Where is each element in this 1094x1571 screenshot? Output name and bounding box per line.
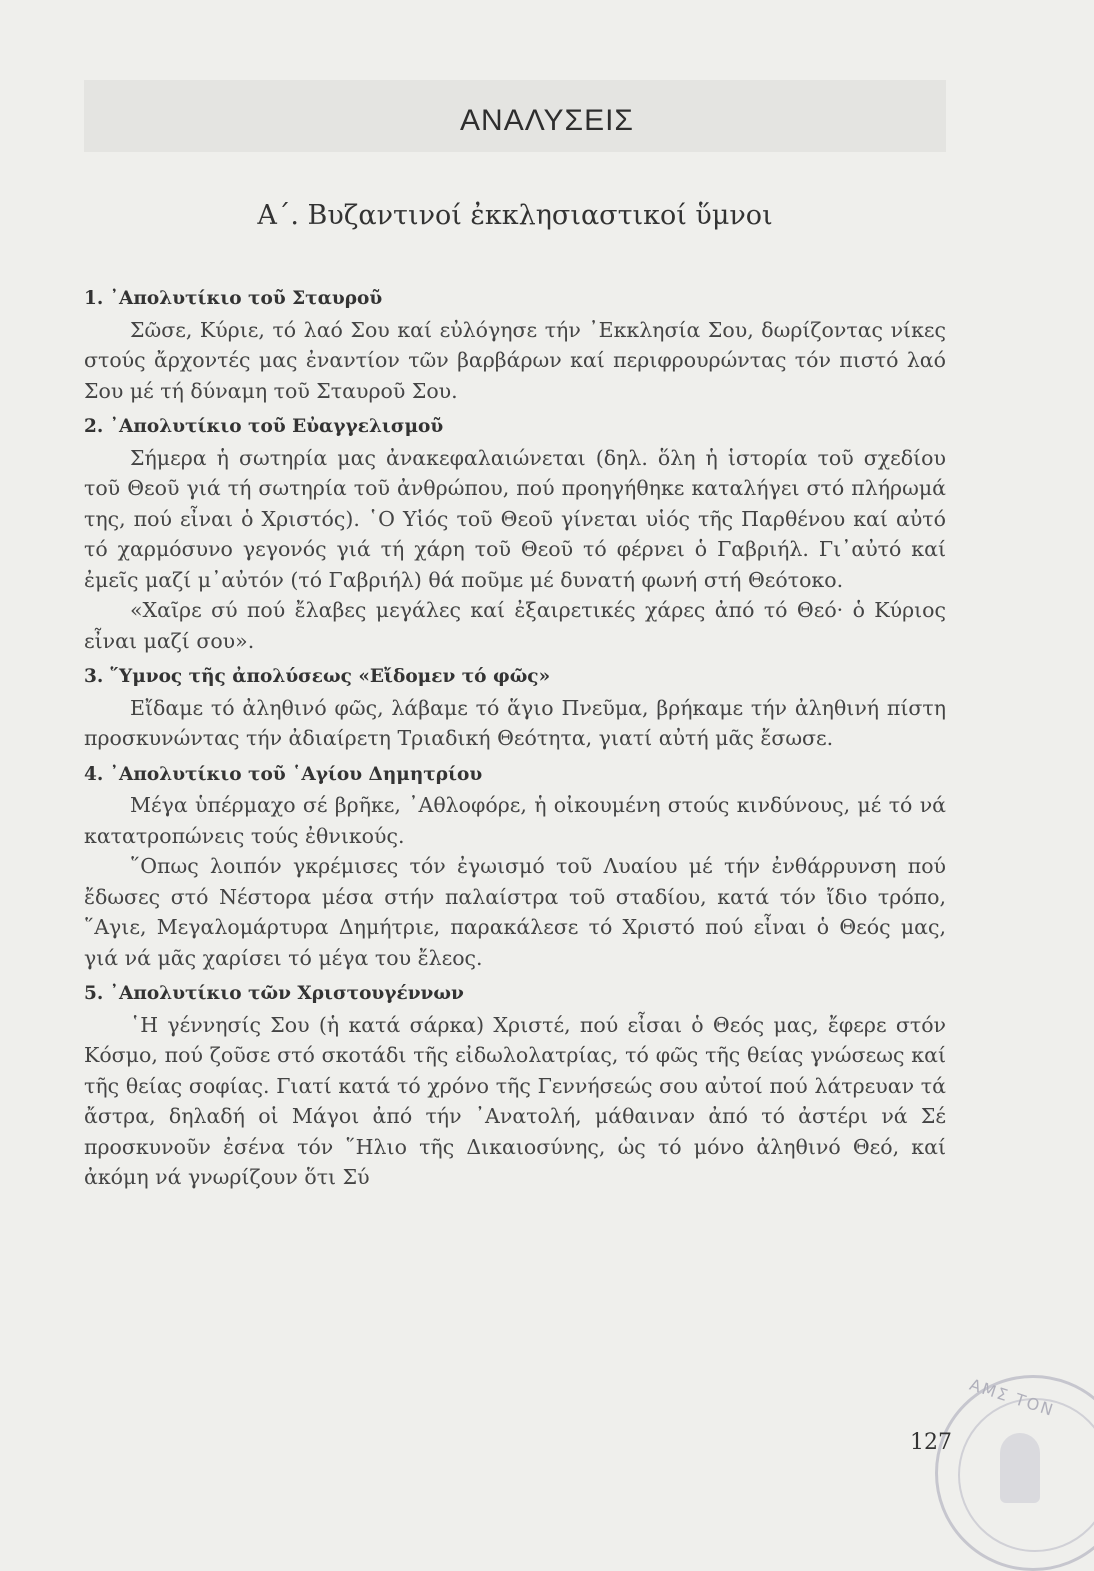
chapter-title: Α΄. Βυζαντινοί ἐκκλησιαστικοί ὕμνοι	[257, 200, 773, 231]
section-title: ΑΝΑΛΥΣΕΙΣ	[460, 104, 634, 137]
hymn-heading: 3. ῞Υμνος τῆς ἀπολύσεως «Εἴδομεν τό φῶς»	[84, 666, 551, 687]
hymn-heading: 2. ᾿Απολυτίκιο τοῦ Εὐαγγελισμοῦ	[84, 416, 444, 437]
hymn-item-3	[84, 662, 946, 754]
hymn-paragraph: Μέγα ὑπέρμαχο σέ βρῆκε, ᾿Αθλοφόρε, ἡ οἰκουμένη στούς κινδύνους, μέ τό νά κατατροπώνεις τούς ἐθνικούς.	[84, 793, 946, 848]
page-number: 127	[910, 1430, 952, 1455]
hymn-heading: 1. ᾿Απολυτίκιο τοῦ Σταυροῦ	[84, 288, 383, 309]
hymn-paragraph: Εἴδαμε τό ἀληθινό φῶς, λάβαμε τό ἅγιο Πνεῦμα, βρήκαμε τήν ἀληθινή πίστη προσκυνώντας τήν ἀδιαίρετη Τριαδική Θεότητα, γιατί αὐτή μᾶς ἔσωσε.	[84, 695, 946, 750]
hymn-heading: 5. ᾿Απολυτίκιο τῶν Χριστουγέννων	[84, 983, 464, 1004]
hymn-paragraph: ῞Οπως λοιπόν γκρέμισες τόν ἐγωισμό τοῦ Λυαίου μέ τήν ἐνθάρρυνση πού ἔδωσες στό Νέστορα μέσα στήν παλαίστρα τοῦ σταδίου, κατά τόν ἴδιο τρόπο, ῞Αγιε, Μεγαλομάρτυρα Δημήτριε, παρακάλεσε τό Χριστό πού εἶναι ὁ Θεός μας, γιά νά μᾶς χαρίσει τό μέγα του ἔλεος.	[84, 854, 946, 970]
hymn-paragraph: ῾Η γέννησίς Σου (ἡ κατά σάρκα) Χριστέ, πού εἶσαι ὁ Θεός μας, ἔφερε στόν Κόσμο, πού ζοῦσε στό σκοτάδι τῆς εἰδωλολατρίας, τό φῶς τῆς θείας γνώσεως καί τῆς θείας σοφίας. Γιατί κατά τό χρόνο τῆς Γεννήσεώς σου αὐτοί πού λάτρευαν τά ἄστρα, δηλαδή οἱ Μάγοι ἀπό τήν ᾿Ανατολή, μάθαιναν ἀπό τό ἀστέρι νά Σέ προσκυνοῦν ἐσένα τόν ῞Ηλιο τῆς Δικαιοσύνης, ὡς τό μόνο ἀληθινό Θεό, καί ἀκόμη νά γνωρίζουν ὅτι Σύ	[84, 1012, 946, 1189]
hymn-item-2	[84, 412, 946, 656]
stamp-figure-icon	[1000, 1433, 1040, 1503]
hymn-heading: 4. ᾿Απολυτίκιο τοῦ ῾Αγίου Δημητρίου	[84, 763, 483, 785]
library-stamp	[935, 1375, 1094, 1571]
stamp-text: ΑΜΣ ΤΟΝ	[967, 1374, 1058, 1421]
page-content	[84, 284, 946, 1199]
hymn-item-4	[84, 760, 946, 974]
hymn-paragraph: «Χαῖρε σύ πού ἔλαβες μεγάλες καί ἐξαιρετικές χάρες ἀπό τό Θεό· ὁ Κύριος εἶναι μαζί σου».	[84, 598, 946, 653]
hymn-paragraph: Σῶσε, Κύριε, τό λαό Σου καί εὐλόγησε τήν ᾿Εκκλησία Σου, δωρίζοντας νίκες στούς ἄρχοντές μας ἐναντίον τῶν βαρβάρων καί περιφρουρώντας τόν πιστό λαό Σου μέ τή δύναμη τοῦ Σταυροῦ Σου.	[84, 317, 946, 403]
hymn-item-5	[84, 979, 946, 1193]
hymn-paragraph: Σήμερα ἡ σωτηρία μας ἀνακεφαλαιώνεται (δηλ. ὅλη ἡ ἱστορία τοῦ σχεδίου τοῦ Θεοῦ γιά τή σωτηρία τοῦ ἀνθρώπου, πού προηγήθηκε καταλήγει στό πλήρωμά της, πού εἶναι ὁ Χριστός). ῾Ο Υἱός τοῦ Θεοῦ γίνεται υἱός τῆς Παρθένου καί αὐτό τό χαρμόσυνο γεγονός γιά τή χάρη τοῦ Θεοῦ τό φέρνει ὁ Γαβριήλ. Γι᾿αὐτό καί ἐμεῖς μαζί μ᾿αὐτόν (τό Γαβριήλ) θά ποῦμε μέ δυνατή φωνή στή Θεότοκο.	[84, 445, 946, 592]
hymn-item-1	[84, 284, 946, 406]
